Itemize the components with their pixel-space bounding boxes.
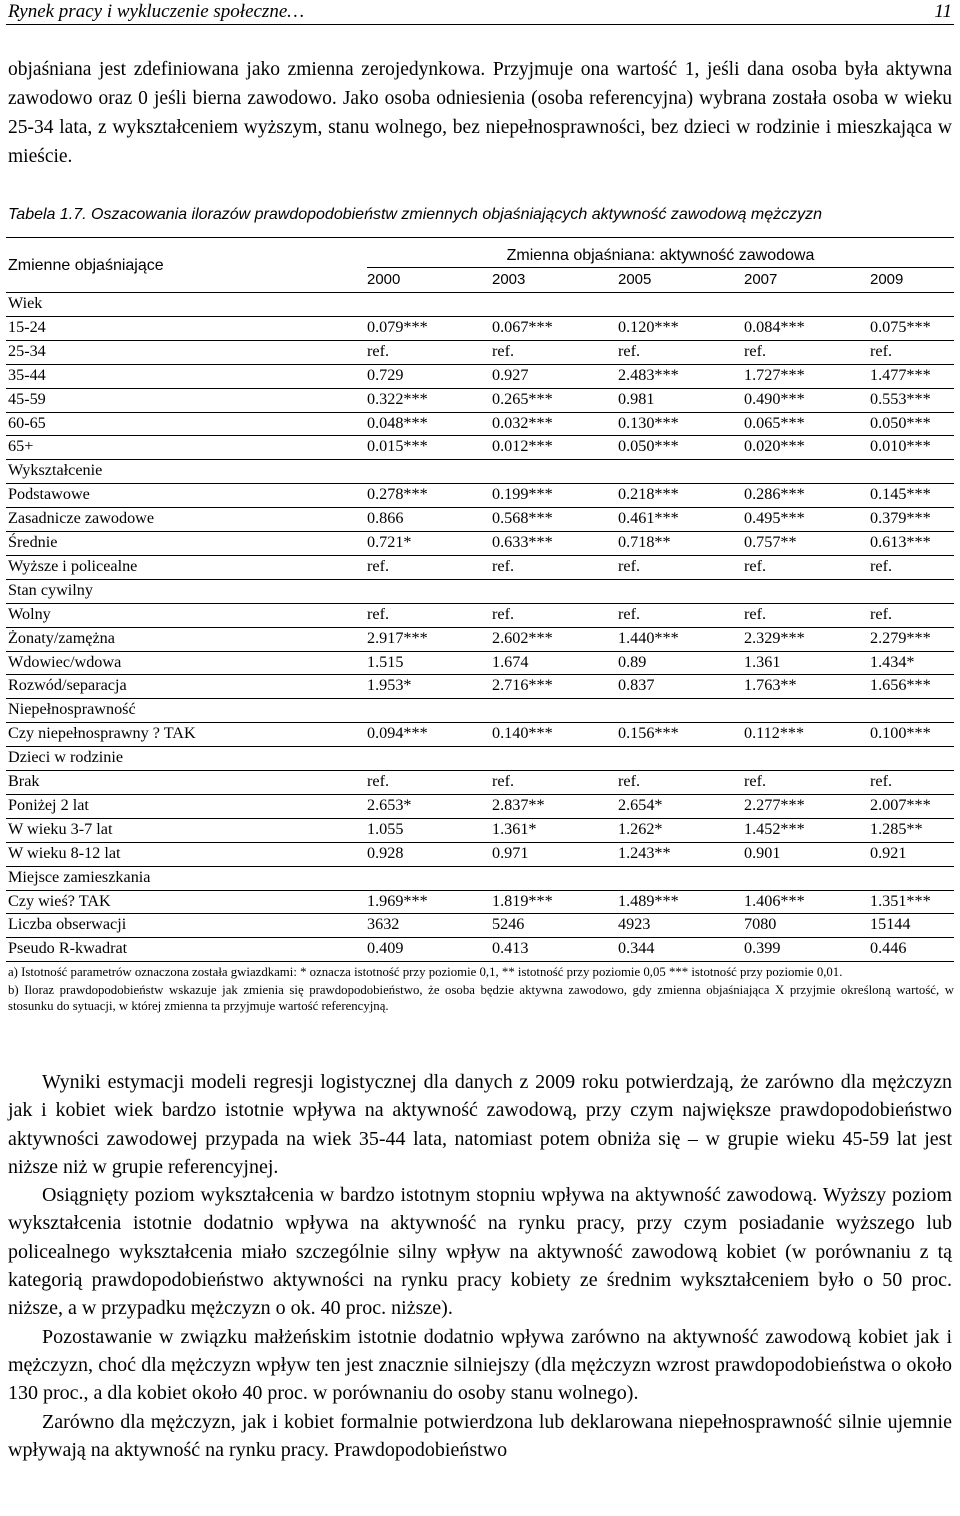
row-label: Liczba obserwacji (8, 915, 127, 934)
table-row (0, 794, 960, 818)
table-caption: Tabela 1.7. Oszacowania ilorazów prawdopodobieństw zmiennych objaśniających aktywność zawodową mężczyzn (8, 206, 823, 223)
table-cell: 0.084*** (744, 317, 805, 336)
table-cell: 0.837 (618, 676, 655, 695)
table-cell: 0.199*** (492, 485, 553, 504)
table-cell: 0.757** (744, 533, 797, 551)
table-cell: 0.218*** (618, 485, 679, 504)
table-cell: 1.819*** (492, 891, 553, 910)
table-row (0, 603, 960, 627)
table-cell: ref. (618, 772, 641, 790)
table-row (0, 316, 960, 340)
table-cell: 0.981 (618, 389, 655, 408)
row-label: Pseudo R-kwadrat (8, 939, 128, 958)
year-header: 2000 (367, 271, 401, 288)
row-label: Żonaty/zamężna (8, 628, 115, 647)
table-cell: 2.716*** (492, 676, 553, 695)
body-paragraph: Osiągnięty poziom wykształcenia w bardzo istotnym stopniu wpływa na aktywność zawodową. Wyższy poziom wykształcenia istotnie dodatnio wpływa na aktywność na rynku pracy, przy czym posiadanie wyższego lub policealnego wykształcenia miało szczególnie silny wpływ na aktywność zawodową kobiet (w porównaniu z tą kategorią prawdopodobieństwo aktywności na rynku pracy kobiety ze średnim wykształceniem było o 50 proc. niższe, a w przypadku mężczyzn o ok. 40 proc. niższe). (8, 1184, 952, 1320)
table-cell: 1.285** (870, 819, 923, 838)
table-cell: 1.674 (492, 652, 529, 671)
table-cell: 0.413 (492, 939, 529, 958)
table-cell: 0.015*** (367, 437, 428, 456)
table-cell: 1.969*** (367, 891, 428, 910)
table-cell: 1.452*** (744, 819, 805, 838)
table-cell: 15144 (870, 915, 911, 934)
row-label: Wyższe i policealne (8, 556, 138, 575)
table-cell: 0.729 (367, 365, 404, 384)
table-row (0, 507, 960, 531)
table-row (0, 627, 960, 651)
table-cell: 0.379*** (870, 509, 931, 528)
table-row (0, 842, 960, 866)
table-cell: 0.100*** (870, 724, 931, 743)
table-cell: 1.262* (618, 819, 663, 838)
table-cell: 0.278*** (367, 485, 428, 504)
table-cell: ref. (744, 556, 767, 575)
year-header: 2003 (492, 271, 526, 288)
section-label: Stan cywilny (8, 580, 93, 599)
table-cell: ref. (744, 604, 767, 623)
table-cell: 0.050*** (618, 437, 679, 456)
table-cell: 1.361 (744, 652, 781, 671)
table-section-row (0, 292, 960, 316)
row-label: Wolny (8, 604, 51, 623)
table-cell: ref. (870, 604, 893, 623)
row-label: 65+ (8, 437, 34, 456)
row-label: Średnie (8, 533, 58, 551)
body-paragraph: Wyniki estymacji modeli regresji logistycznej dla danych z 2009 roku potwierdzają, że zarówno dla mężczyzn jak i kobiet wiek bardzo istotnie wpływa na aktywność zawodową, przy czym największe prawdopodobieństwo aktywności zawodowej przypada na wiek 35-44 lata, natomiast potem obniża się – w grupie wieku 45-59 lat jest niższe niż w grupie referencyjnej. (8, 1071, 952, 1178)
body-paragraph: Zarówno dla mężczyzn, jak i kobiet formalnie potwierdzona lub deklarowana niepełnosprawność silnie ujemnie wpływają na aktywność na rynku pracy. Prawdopodobieństwo (8, 1410, 952, 1461)
table-cell: 0.079*** (367, 317, 428, 336)
row-label: 25-34 (8, 341, 46, 360)
section-label: Niepełnosprawność (8, 700, 136, 719)
table-cell: ref. (492, 604, 515, 623)
table-row (0, 890, 960, 914)
table-cell: 0.130*** (618, 413, 679, 432)
table-cell: 0.010*** (870, 437, 931, 456)
table-row (0, 340, 960, 364)
table-section-row (0, 698, 960, 722)
table-cell: 2.279*** (870, 628, 931, 647)
table-cell: 0.075*** (870, 317, 931, 336)
section-label: Wykształcenie (8, 461, 103, 480)
table-row (0, 435, 960, 459)
table-cell: 0.927 (492, 365, 529, 384)
table-cell: 0.461*** (618, 509, 679, 528)
table-section-row (0, 459, 960, 483)
row-label: Zasadnicze zawodowe (8, 509, 155, 528)
table-cell: 0.067*** (492, 317, 553, 336)
table-cell: 0.012*** (492, 437, 553, 456)
table-cell: 0.120*** (618, 317, 679, 336)
table-cell: 0.633*** (492, 533, 553, 551)
table-cell: ref. (367, 556, 390, 575)
table-cell: 1.727*** (744, 365, 805, 384)
table-cell: 0.901 (744, 843, 781, 862)
row-rule (6, 961, 954, 962)
table-cell: ref. (492, 556, 515, 575)
table-cell: 0.112*** (744, 724, 805, 743)
table-cell: 0.89 (618, 652, 647, 671)
row-label: 45-59 (8, 389, 46, 408)
running-title: Rynek pracy i wykluczenie społeczne… (8, 1, 305, 22)
table-cell: 0.286*** (744, 485, 805, 504)
table-row (0, 770, 960, 794)
table-cell: 2.277*** (744, 795, 805, 814)
table-cell: 0.495*** (744, 509, 805, 528)
table-cell: 0.065*** (744, 413, 805, 432)
table-row (0, 674, 960, 698)
table-cell: 0.568*** (492, 509, 553, 528)
table-cell: 0.140*** (492, 724, 553, 743)
table-cell: 7080 (744, 915, 777, 934)
table-cell: 0.718** (618, 533, 671, 551)
table-cell: 1.656*** (870, 676, 931, 695)
table-cell: 0.928 (367, 843, 404, 862)
running-header (6, 0, 954, 25)
table-cell: 2.483*** (618, 365, 679, 384)
row-label: Czy niepełnosprawny ? TAK (8, 724, 196, 743)
table-cell: ref. (618, 604, 641, 623)
table-cell: 1.243** (618, 843, 671, 862)
table-cell: 0.921 (870, 843, 907, 862)
table-cell: 0.971 (492, 843, 529, 862)
body-text (8, 1068, 952, 1464)
table-row (0, 913, 960, 937)
table-section-row (0, 579, 960, 603)
table-cell: 2.602*** (492, 628, 553, 647)
table-cell: 2.654* (618, 795, 663, 814)
section-label: Dzieci w rodzinie (8, 748, 124, 767)
year-header-row (0, 271, 960, 291)
table-cell: ref. (367, 772, 390, 790)
table-row (0, 722, 960, 746)
table-cell: 5246 (492, 915, 525, 934)
table-cell: 1.361* (492, 819, 537, 838)
table-row (0, 937, 960, 961)
table-row (0, 483, 960, 507)
table-cell: 0.446 (870, 939, 907, 958)
table-cell: 0.721* (367, 533, 412, 551)
year-header: 2009 (870, 271, 904, 288)
body-paragraph: Pozostawanie w związku małżeńskim istotnie dodatnio wpływa zarówno na aktywność zawodową kobiet jak i mężczyzn, choć dla mężczyzn wpływ ten jest znacznie silniejszy (dla mężczyzn wzrost prawdopodobieństwa o około 130 proc., a dla kobiet około 40 proc. w porównaniu do osoby stanu wolnego). (8, 1325, 952, 1405)
table-cell: 0.050*** (870, 413, 931, 432)
table-header (0, 237, 960, 292)
intro-paragraph (8, 55, 952, 171)
table-cell: 4923 (618, 915, 651, 934)
table-cell: ref. (367, 341, 390, 360)
section-label: Wiek (8, 294, 43, 312)
row-label: Podstawowe (8, 485, 90, 504)
table-notes (8, 964, 954, 1016)
group-header-label: Zmienna objaśniana: aktywność zawodowa (506, 247, 815, 264)
table-cell: 0.145*** (870, 485, 931, 504)
table-cell: 1.953* (367, 676, 412, 695)
row-header-label: Zmienne objaśniające (8, 257, 164, 274)
table-row (0, 412, 960, 436)
table-section-row (0, 866, 960, 890)
table-cell: ref. (744, 341, 767, 360)
row-label: W wieku 3-7 lat (8, 819, 113, 838)
table-cell: 0.048*** (367, 413, 428, 432)
table-row (0, 364, 960, 388)
table-cell: 2.917*** (367, 628, 428, 647)
row-label: Wdowiec/wdowa (8, 652, 122, 671)
table-cell: 0.265*** (492, 389, 553, 408)
table-cell: 0.156*** (618, 724, 679, 743)
table-cell: ref. (492, 772, 515, 790)
section-label: Miejsce zamieszkania (8, 867, 151, 886)
table-cell: ref. (618, 556, 641, 575)
year-header: 2007 (744, 271, 778, 288)
row-label: W wieku 8-12 lat (8, 843, 121, 862)
table-note: a) Istotność parametrów oznaczona została gwiazdkami: * oznacza istotność przy poziomie 0,1, ** istotność przy poziomie 0,05 *** istotność przy poziomie 0,01. (8, 965, 843, 979)
table-cell: ref. (870, 556, 893, 575)
table-cell: ref. (744, 772, 767, 790)
table-cell: 0.094*** (367, 724, 428, 743)
table-row (0, 651, 960, 675)
table-cell: ref. (870, 341, 893, 360)
table-cell: 0.399 (744, 939, 781, 958)
table-cell: 0.020*** (744, 437, 805, 456)
table-cell: ref. (870, 772, 893, 790)
table-row (0, 531, 960, 555)
table-note: b) Iloraz prawdopodobieństw wskazuje jak zmienia się prawdopodobieństwo, że osoba będzie aktywna zawodowo, gdy zmienna objaśniająca X przyjmie określoną wartość, w stosunku do sytuacji, w której zmienna ta przyjmuje wartość referencyjną. (8, 982, 954, 1013)
table-cell: 2.653* (367, 795, 412, 814)
table-cell: 2.837** (492, 795, 545, 814)
table-cell: 1.763** (744, 676, 797, 695)
table-cell: ref. (618, 341, 641, 360)
table-cell: 3632 (367, 915, 400, 934)
table-cell: 2.329*** (744, 628, 805, 647)
table-cell: ref. (492, 341, 515, 360)
table-cell: 1.406*** (744, 891, 805, 910)
table-cell: 0.490*** (744, 389, 805, 408)
table-cell: 0.866 (367, 509, 404, 528)
table-cell: 1.351*** (870, 891, 931, 910)
table-cell: 0.613*** (870, 533, 931, 551)
row-label: Brak (8, 772, 40, 790)
page-number: 11 (934, 1, 952, 22)
table-cell: 1.434* (870, 652, 915, 671)
table-cell: 0.553*** (870, 389, 931, 408)
group-header-rule (367, 267, 954, 268)
row-label: Rozwód/separacja (8, 676, 127, 695)
table-row (0, 555, 960, 579)
table-cell: 1.489*** (618, 891, 679, 910)
year-header: 2005 (618, 271, 652, 288)
table-cell: ref. (367, 604, 390, 623)
row-label: 60-65 (8, 413, 46, 432)
table-cell: 0.344 (618, 939, 655, 958)
table-row (0, 818, 960, 842)
row-label: Czy wieś? TAK (8, 891, 111, 910)
intro-text: objaśniana jest zdefiniowana jako zmienna zerojedynkowa. Przyjmuje ona wartość 1, jeśli dana osoba była aktywna zawodowo oraz 0 jeśli bierna zawodowo. Jako osoba odniesienia (osoba referencyjna) wybrana została osoba w wieku 25-34 lata, z wykształceniem wyższym, stanu wolnego, bez niepełnosprawności, bez dzieci w rodzinie i mieszkająca w mieście. (8, 59, 952, 167)
table-section-row (0, 746, 960, 770)
table-cell: 1.477*** (870, 365, 931, 384)
row-label: 15-24 (8, 317, 46, 336)
table-cell: 1.440*** (618, 628, 679, 647)
table-cell: 0.409 (367, 939, 404, 958)
table-cell: 0.322*** (367, 389, 428, 408)
table-cell: 1.055 (367, 819, 404, 838)
table-cell: 0.032*** (492, 413, 553, 432)
row-label: 35-44 (8, 365, 46, 384)
row-label: Poniżej 2 lat (8, 795, 89, 814)
table-cell: 1.515 (367, 652, 404, 671)
table-cell: 2.007*** (870, 795, 931, 814)
table-row (0, 388, 960, 412)
